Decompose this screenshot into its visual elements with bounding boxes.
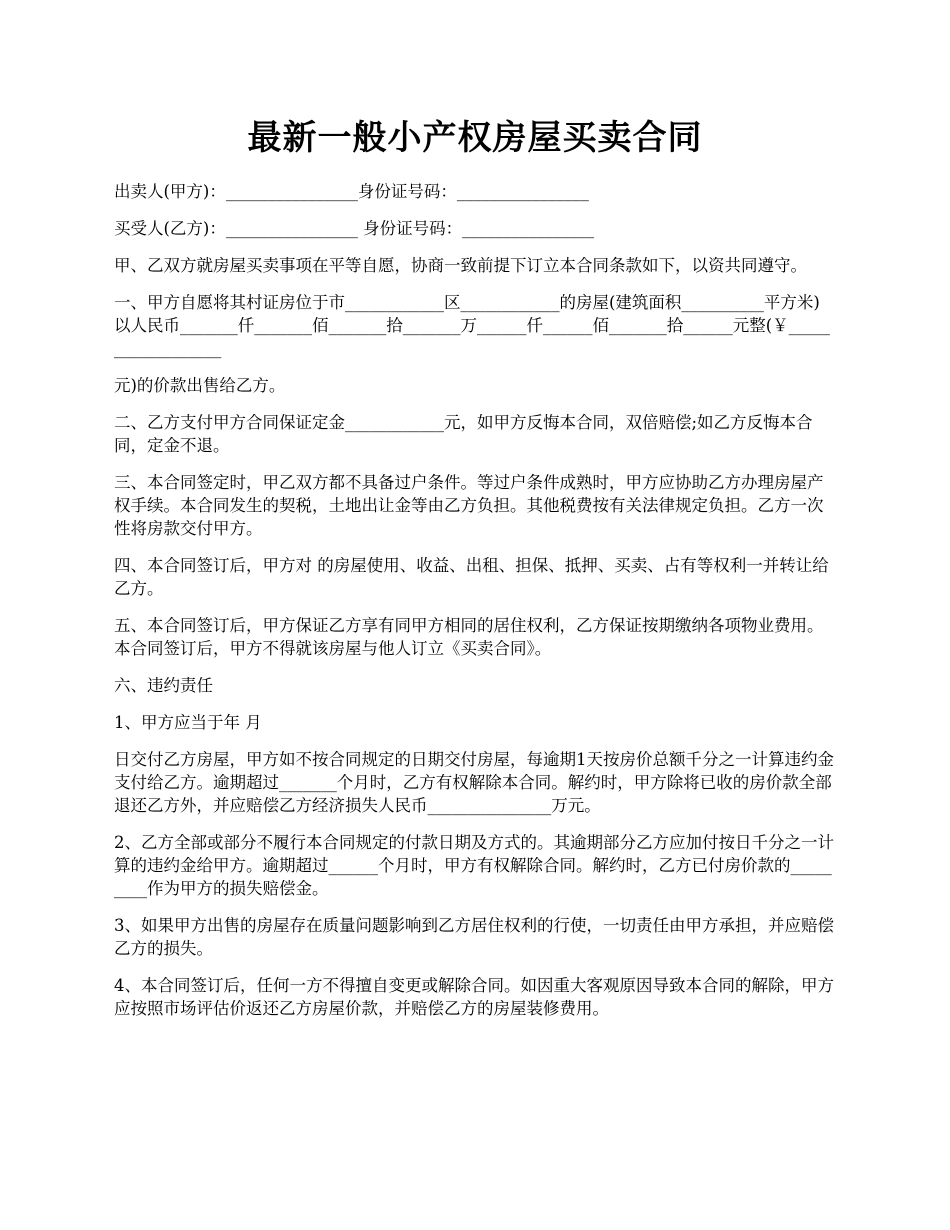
clause-5-paragraph: 五、本合同签订后，甲方保证乙方享有同甲方相同的居住权利，乙方保证按期缴纳各项物业费用。本合同签订后，甲方不得就该房屋与他人订立《买卖合同》。 xyxy=(114,616,824,658)
clause-1-continuation: 元)的价款出售给乙方。 xyxy=(114,376,286,395)
clause-3-paragraph: 三、本合同签定时，甲乙双方都不具备过户条件。等过户条件成熟时，甲方应协助乙方办理房屋产权手续。本合同发生的契税，土地出让金等由乙方负担。其他税费按有关法律规定负担。乙方一次性将房款交付甲方。 xyxy=(114,473,824,538)
liability-1-paragraph: 日交付乙方房屋，甲方如不按合同规定的日期交付房屋，每逾期1天按房价总额千分之一计算违约金支付给乙方。逾期超过_______个月时，乙方有权解除本合同。解约时，甲方除将已收的房价款全部退还乙方外，并应赔偿乙方经济损失人民币_______________万元。 xyxy=(114,750,834,815)
document-title: 最新一般小产权房屋买卖合同 xyxy=(247,118,703,158)
liability-3-paragraph: 3、如果甲方出售的房屋存在质量问题影响到乙方居住权利的行使，一切责任由甲方承担，并应赔偿乙方的损失。 xyxy=(114,916,834,958)
liability-2-paragraph: 2、乙方全部或部分不履行本合同规定的付款日期及方式的。其逾期部分乙方应加付按日千分之一计算的违约金给甲方。逾期超过______个月时，甲方有权解除合同。解约时，乙方已付房价款的_________作为甲方的损失赔偿金。 xyxy=(114,833,834,898)
liability-4-paragraph: 4、本合同签订后，任何一方不得擅自变更或解除合同。如因重大客观原因导致本合同的解除，甲方应按照市场评估价返还乙方房屋价款，并赔偿乙方的房屋装修费用。 xyxy=(114,976,834,1018)
liability-1-heading: 1、甲方应当于年 月 xyxy=(114,713,262,732)
preamble-paragraph: 甲、乙双方就房屋买卖事项在平等自愿，协商一致前提下订立本合同条款如下，以资共同遵守。 xyxy=(114,256,807,275)
clause-2-paragraph: 二、乙方支付甲方合同保证定金____________元，如甲方反悔本合同，双倍赔偿;如乙方反悔本合同，定金不退。 xyxy=(114,413,813,455)
clause-4-paragraph: 四、本合同签订后，甲方对 的房屋使用、收益、出租、担保、抵押、买卖、占有等权利一并转让给乙方。 xyxy=(114,556,829,598)
clause-1-paragraph: 一、甲方自愿将其村证房位于市____________区____________的房屋(建筑面积__________平方米)以人民币_______仟_______佰_______拾_______万______仟______佰_______拾______元整(￥__________________ xyxy=(114,293,830,358)
buyer-line: 买受人(乙方)：________________ 身份证号码：________________ xyxy=(114,219,595,238)
seller-line: 出卖人(甲方)：________________身份证号码：________________ xyxy=(114,182,589,201)
clause-6-heading: 六、违约责任 xyxy=(114,676,213,695)
document-body xyxy=(114,180,836,1034)
